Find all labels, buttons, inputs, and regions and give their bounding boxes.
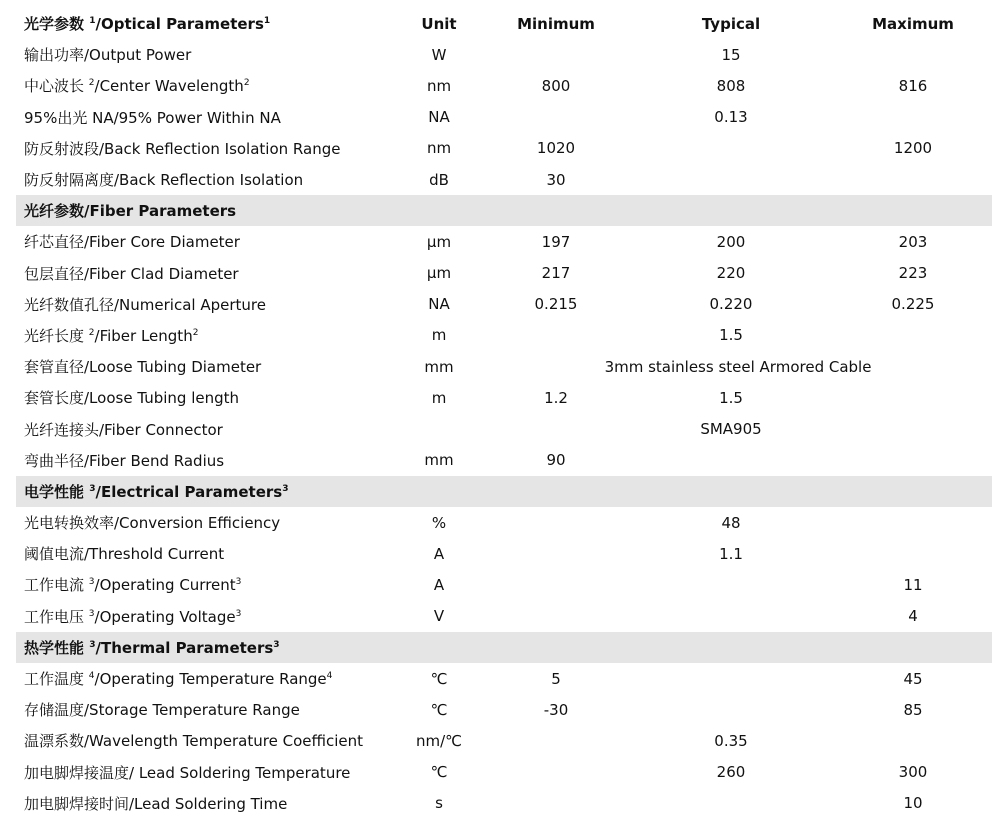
parameter-name: 存储温度/Storage Temperature Range (24, 701, 300, 720)
parameter-maximum (834, 445, 992, 476)
parameter-unit: mm (424, 451, 454, 470)
table-row (16, 164, 992, 195)
parameter-minimum: 197 (541, 232, 571, 251)
parameter-minimum (484, 507, 628, 538)
parameter-unit: ℃ (430, 763, 448, 782)
parameter-maximum (834, 725, 992, 756)
table-row (16, 413, 992, 444)
table-row (16, 569, 992, 600)
parameter-name: 套管直径/Loose Tubing Diameter (24, 358, 262, 377)
table-row (16, 351, 992, 382)
parameter-minimum: 1.2 (544, 388, 568, 407)
parameter-unit: A (433, 544, 445, 563)
parameter-minimum: 217 (541, 264, 571, 283)
table-row (16, 133, 992, 164)
parameter-unit: ℃ (430, 700, 448, 719)
parameter-maximum (834, 39, 992, 70)
parameter-unit: NA (428, 295, 450, 314)
parameter-unit: dB (429, 170, 449, 189)
parameter-maximum (834, 507, 992, 538)
parameter-name: 阈值电流/Threshold Current (24, 545, 225, 564)
section-title: 电学性能 $^3$/Electrical Parameters$^3$ (16, 476, 992, 507)
parameter-minimum (484, 102, 628, 133)
parameter-minimum: -30 (543, 700, 569, 719)
maximum-column-header: Maximum (872, 14, 954, 33)
parameter-minimum: 1020 (536, 139, 576, 158)
parameter-minimum: 800 (541, 76, 571, 95)
parameter-typical: 220 (716, 264, 746, 283)
parameter-maximum: 223 (898, 264, 928, 283)
parameter-name: 输出功率/Output Power (24, 46, 192, 65)
parameter-typical (628, 694, 834, 725)
parameter-name: 加电脚焊接时间/Lead Soldering Time (24, 794, 288, 813)
thermal-parameters-section (16, 632, 992, 663)
parameter-minimum (484, 725, 628, 756)
specifications-table (16, 8, 992, 819)
parameter-name: 温漂系数/Wavelength Temperature Coefficient (24, 732, 364, 751)
parameter-name: 95%出光 NA/95% Power Within NA (24, 108, 281, 127)
parameter-maximum: 45 (903, 669, 923, 688)
table-row (16, 725, 992, 756)
table-row (16, 694, 992, 725)
parameter-maximum: 4 (908, 607, 918, 626)
parameter-minimum (484, 757, 628, 788)
parameter-unit: m (431, 388, 447, 407)
parameter-minimum: 30 (546, 170, 566, 189)
parameter-typical: 0.13 (714, 108, 748, 127)
parameter-typical (628, 164, 834, 195)
parameter-name: 中心波长 $^2$/Center Wavelength$^2$ (24, 77, 250, 96)
parameter-maximum: 85 (903, 700, 923, 719)
parameter-maximum: 203 (898, 232, 928, 251)
parameter-name: 防反射隔离度/Back Reflection Isolation (24, 171, 304, 190)
parameter-name: 包层直径/Fiber Clad Diameter (24, 264, 239, 283)
parameter-minimum (484, 569, 628, 600)
parameter-maximum: 0.225 (891, 295, 935, 314)
parameter-name: 光纤连接头/Fiber Connector (24, 420, 223, 439)
parameter-name: 光纤数值孔径/Numerical Aperture (24, 295, 266, 314)
parameter-minimum (484, 788, 628, 819)
parameter-unit: μm (426, 232, 452, 251)
parameter-typical: 1.5 (719, 326, 743, 345)
minimum-column-header: Minimum (517, 14, 595, 33)
parameter-typical (628, 663, 834, 694)
table-row (16, 507, 992, 538)
unit-column-header: Unit (421, 14, 457, 33)
parameter-maximum (834, 413, 992, 444)
table-row (16, 788, 992, 819)
table-row (16, 289, 992, 320)
parameter-unit: ℃ (430, 669, 448, 688)
parameter-unit: mm (424, 357, 454, 376)
table-row (16, 70, 992, 101)
parameter-typical: 808 (716, 76, 746, 95)
section-title: 热学性能 $^3$/Thermal Parameters$^3$ (16, 632, 992, 663)
parameter-maximum (834, 320, 992, 351)
parameter-typical (628, 445, 834, 476)
parameter-unit: m (431, 326, 447, 345)
parameter-unit: % (431, 513, 447, 532)
parameter-minimum (484, 601, 628, 632)
table-header-row (16, 8, 992, 39)
parameter-name: 弯曲半径/Fiber Bend Radius (24, 451, 225, 470)
parameter-maximum: 300 (898, 763, 928, 782)
table-row (16, 258, 992, 289)
parameter-unit: nm (426, 139, 452, 158)
parameter-unit: W (431, 45, 447, 64)
parameter-name: 套管长度/Loose Tubing length (24, 389, 240, 408)
parameter-maximum (834, 164, 992, 195)
parameter-name: 光电转换效率/Conversion Efficiency (24, 514, 281, 533)
table-row (16, 102, 992, 133)
parameter-minimum: 0.215 (534, 295, 578, 314)
table-row (16, 382, 992, 413)
section-title: 光纤参数/Fiber Parameters (16, 195, 992, 226)
parameter-minimum: 90 (546, 451, 566, 470)
parameter-unit: nm/℃ (415, 731, 463, 750)
table-row (16, 538, 992, 569)
parameter-typical: 0.35 (714, 731, 748, 750)
parameter-minimum (484, 538, 628, 569)
parameter-typical: 15 (721, 45, 741, 64)
parameter-maximum (834, 538, 992, 569)
table-row (16, 320, 992, 351)
fiber-parameters-section (16, 195, 992, 226)
parameter-minimum (484, 320, 628, 351)
parameter-typical: 200 (716, 232, 746, 251)
parameter-minimum (484, 413, 628, 444)
parameter-unit: NA (428, 108, 450, 127)
table-row (16, 445, 992, 476)
parameter-typical: 48 (721, 513, 741, 532)
parameter-unit: μm (426, 264, 452, 283)
parameter-unit (394, 413, 484, 444)
parameter-typical (628, 133, 834, 164)
parameter-typical (628, 569, 834, 600)
parameter-typical: 0.220 (709, 295, 753, 314)
parameter-name: 加电脚焊接温度/ Lead Soldering Temperature (24, 763, 351, 782)
optical-parameters-heading: 光学参数 $^1$/Optical Parameters$^1$ (24, 15, 271, 34)
parameter-unit: s (435, 794, 443, 813)
parameter-typical: 1.1 (719, 544, 743, 563)
table-row (16, 757, 992, 788)
table-row (16, 601, 992, 632)
parameter-maximum: 11 (903, 575, 923, 594)
parameter-unit: nm (426, 76, 452, 95)
table-row (16, 39, 992, 70)
table-row (16, 226, 992, 257)
electrical-parameters-section (16, 476, 992, 507)
parameter-maximum: 1200 (893, 139, 933, 158)
parameter-minimum (484, 39, 628, 70)
parameter-typical: 260 (716, 763, 746, 782)
parameter-name: 防反射波段/Back Reflection Isolation Range (24, 139, 341, 158)
parameter-typical (628, 601, 834, 632)
parameter-typical: SMA905 (700, 420, 762, 439)
parameter-typical: 1.5 (719, 388, 743, 407)
parameter-name: 纤芯直径/Fiber Core Diameter (24, 233, 240, 252)
parameter-maximum (834, 382, 992, 413)
parameter-name: 光纤长度 $^2$/Fiber Length$^2$ (24, 326, 199, 345)
parameter-name: 工作电压 $^3$/Operating Voltage$^3$ (24, 607, 242, 626)
parameter-unit: A (433, 575, 445, 594)
parameter-name: 工作电流 $^3$/Operating Current$^3$ (24, 576, 242, 595)
parameter-maximum: 816 (898, 76, 928, 95)
parameter-name: 工作温度 $^4$/Operating Temperature Range$^4$ (24, 670, 333, 689)
parameter-maximum (834, 102, 992, 133)
typical-column-header: Typical (701, 14, 761, 33)
table-row (16, 663, 992, 694)
parameter-maximum: 10 (903, 794, 923, 813)
parameter-unit: V (433, 607, 445, 626)
parameter-typical (628, 788, 834, 819)
parameter-minimum: 5 (551, 669, 561, 688)
parameter-spanned-value: 3mm stainless steel Armored Cable (604, 357, 872, 376)
